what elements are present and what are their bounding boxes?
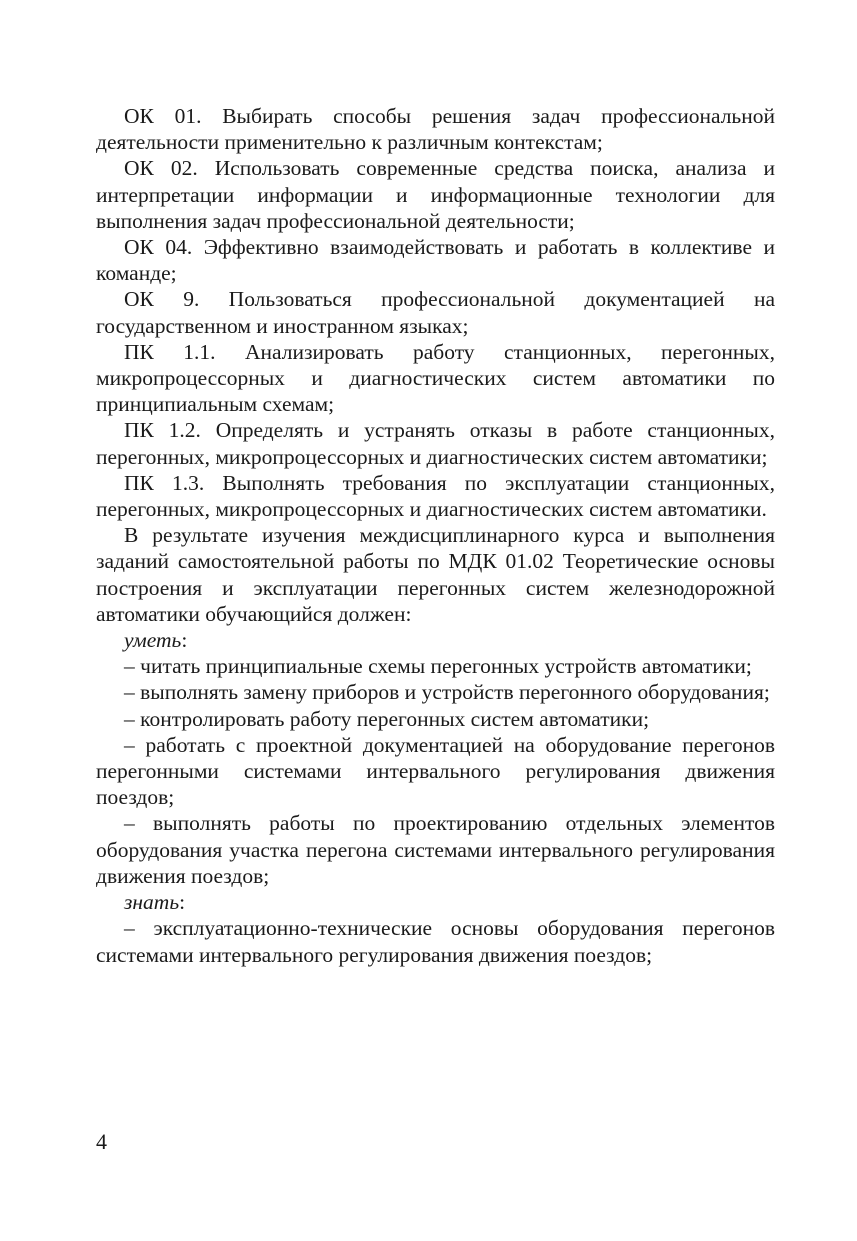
skill-item: – читать принципиальные схемы перегонных устройств автоматики; [124, 654, 752, 679]
intro-paragraph: В результате изучения междисциплинарного курса и выполнения заданий самостоятельной работы по МДК 01.02 Теоретические основы построения и эксплуатации перегонных систем железнодорожной автоматики обучающийся должен: [96, 523, 775, 626]
knowledge-label-colon: : [179, 890, 186, 915]
skills-label-colon: : [181, 628, 188, 653]
competency-ok02: ОК 02. Использовать современные средства поиска, анализа и интерпретации информации и информационные технологии для выполнения задач профессиональной деятельности; [96, 156, 775, 233]
skills-label [96, 627, 775, 653]
competency-pk11: ПК 1.1. Анализировать работу станционных, перегонных, микропроцессорных и диагностических систем автоматики по принципиальным схемам; [96, 339, 775, 417]
knowledge-label [96, 889, 775, 915]
competency-ok01: ОК 01. Выбирать способы решения задач профессиональной деятельности применительно к различным контекстам; [96, 104, 775, 155]
competency-ok04: ОК 04. Эффективно взаимодействовать и работать в коллективе и команде; [96, 235, 775, 286]
knowledge-item: – эксплуатационно-технические основы оборудования перегонов системами интервального регулирования движения поездов; [96, 916, 775, 967]
competency-pk12: ПК 1.2. Определять и устранять отказы в работе станционных, перегонных, микропроцессорных и диагностических систем автоматики; [96, 418, 775, 469]
skill-item: – выполнять работы по проектированию отдельных элементов оборудования участка перегона системами интервального регулирования движения поездов; [96, 811, 775, 888]
skill-item: – работать с проектной документацией на оборудование перегонов перегонными системами интервального регулирования движения поездов; [96, 732, 775, 810]
skills-label-text: уметь [124, 628, 182, 653]
competency-ok09: ОК 9. Пользоваться профессиональной документацией на государственном и иностранном языках; [96, 287, 775, 338]
competency-pk13: ПК 1.3. Выполнять требования по эксплуатации станционных, перегонных, микропроцессорных и диагностических систем автоматики. [96, 470, 775, 522]
skill-item: – выполнять замену приборов и устройств перегонного оборудования; [124, 680, 770, 705]
skill-item: – контролировать работу перегонных систем автоматики; [124, 706, 650, 731]
page-body [96, 103, 775, 968]
knowledge-label-text: знать [124, 890, 180, 915]
page-number: 4 [96, 1129, 107, 1154]
